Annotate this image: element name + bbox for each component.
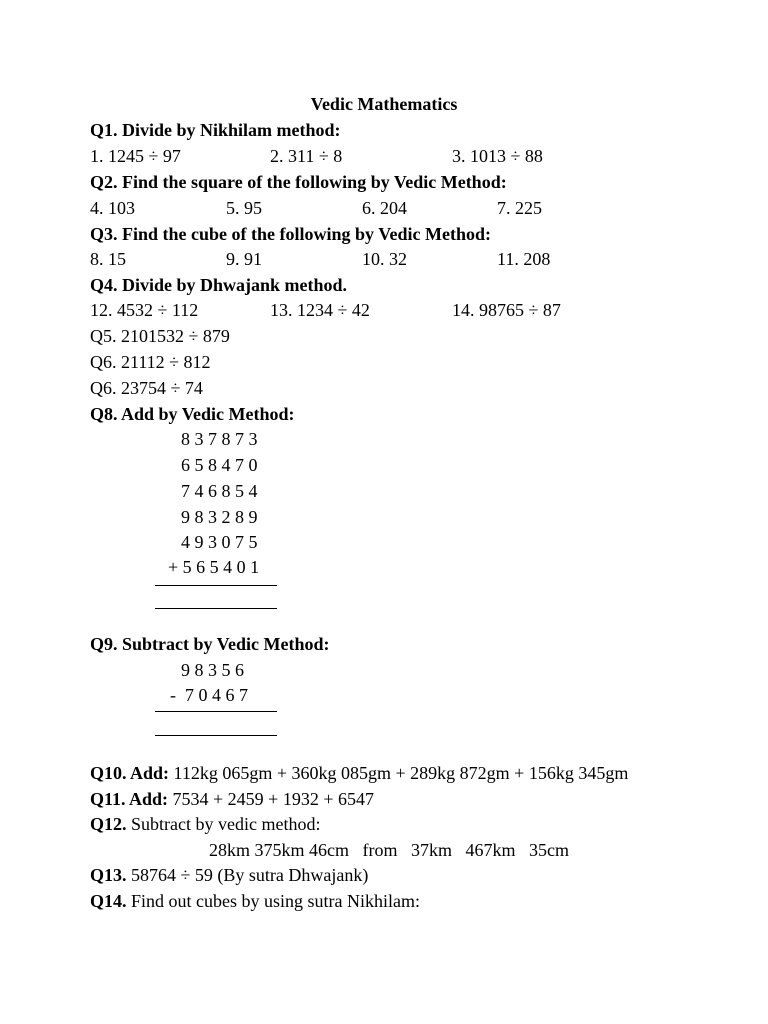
- q12-text: Subtract by vedic method:: [131, 814, 321, 834]
- q8-row-2: 6 5 8 4 7 0: [181, 455, 258, 475]
- q4-item-3: 14. 98765 ÷ 87: [452, 300, 561, 320]
- q9-diff-rule-bottom: [155, 735, 277, 736]
- q9-heading: Q9. Subtract by Vedic Method:: [90, 634, 330, 654]
- q8-row-5: 4 9 3 0 7 5: [181, 532, 258, 552]
- q11-label: Q11. Add:: [90, 789, 169, 809]
- q1-heading: Q1. Divide by Nikhilam method:: [90, 120, 341, 140]
- q3-heading: Q3. Find the cube of the following by Vedic Method:: [90, 224, 492, 244]
- q2-heading: Q2. Find the square of the following by Vedic Method:: [90, 172, 507, 192]
- q8-heading: Q8. Add by Vedic Method:: [90, 404, 295, 424]
- q8-row-1: 8 3 7 8 7 3: [181, 429, 258, 449]
- q14-text: Find out cubes by using sutra Nikhilam:: [131, 891, 420, 911]
- q8-row-4: 9 8 3 2 8 9: [181, 507, 258, 527]
- q12-line: [90, 812, 320, 836]
- q13-text: 58764 ÷ 59 (By sutra Dhwajank): [131, 865, 369, 885]
- q2-item-4: 7. 225: [497, 198, 542, 218]
- q3-item-4: 11. 208: [497, 249, 551, 269]
- q4-heading: Q4. Divide by Dhwajank method.: [90, 275, 348, 295]
- q1-item-3: 3. 1013 ÷ 88: [452, 146, 543, 166]
- q8-row-6: + 5 6 5 4 0 1: [168, 557, 260, 577]
- page-title: Vedic Mathematics: [310, 94, 458, 114]
- q8-row-3: 7 4 6 8 5 4: [181, 481, 258, 501]
- q2-item-1: 4. 103: [90, 198, 135, 218]
- q4-item-2: 13. 1234 ÷ 42: [270, 300, 370, 320]
- q1-item-2: 2. 311 ÷ 8: [270, 146, 343, 166]
- q10-text: 112kg 065gm + 360kg 085gm + 289kg 872gm + 156kg 345gm: [173, 763, 629, 783]
- q2-item-3: 6. 204: [362, 198, 407, 218]
- q3-item-1: 8. 15: [90, 249, 126, 269]
- q12-detail: 28km 375km 46cm from 37km 467km 35cm: [209, 840, 569, 860]
- q9-row-1: 9 8 3 5 6: [181, 660, 244, 680]
- q9-diff-rule-top: [155, 711, 277, 712]
- q1-item-1: 1. 1245 ÷ 97: [90, 146, 181, 166]
- q11-text: 7534 + 2459 + 1932 + 6547: [172, 789, 374, 809]
- q6-line-2: Q6. 23754 ÷ 74: [90, 378, 203, 398]
- q14-line: [90, 889, 420, 913]
- q14-label: Q14.: [90, 891, 127, 911]
- q11-line: [90, 787, 374, 811]
- q13-label: Q13.: [90, 865, 127, 885]
- q6-line-1: Q6. 21112 ÷ 812: [90, 352, 211, 372]
- q4-item-1: 12. 4532 ÷ 112: [90, 300, 199, 320]
- q2-item-2: 5. 95: [226, 198, 262, 218]
- q8-sum-rule-top: [155, 585, 277, 586]
- q13-line: [90, 863, 368, 887]
- q8-sum-rule-bottom: [155, 608, 277, 609]
- q3-item-3: 10. 32: [362, 249, 407, 269]
- q10-label: Q10. Add:: [90, 763, 170, 783]
- q9-row-2: - 7 0 4 6 7: [170, 685, 248, 705]
- q5-line: Q5. 2101532 ÷ 879: [90, 326, 230, 346]
- q3-item-2: 9. 91: [226, 249, 262, 269]
- q12-label: Q12.: [90, 814, 127, 834]
- q10-line: [90, 761, 628, 785]
